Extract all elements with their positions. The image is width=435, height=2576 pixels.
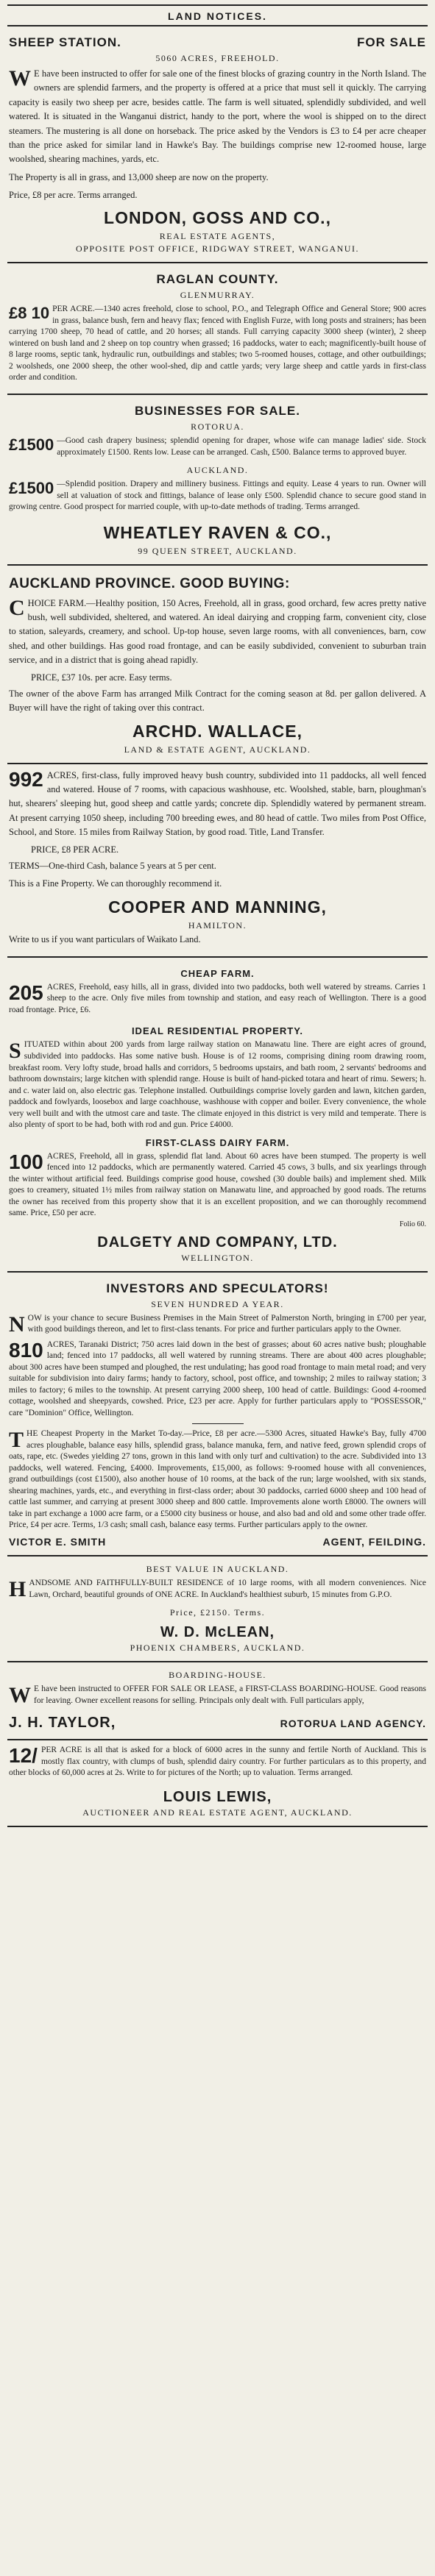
ad-body-text: PER ACRE.—1340 acres freehold, close to school, P.O., and Telegraph Office and General Store; 900 acres in grass, balance bush, fern and heavy flax; fenced with English Furze, with long posts and strainers; has been carrying 1700 sheep, 70 head of cattle, and 20 horses; all stands. Full carrying capacity 3000 sheep (winter), 2 sheep wintered on bush land and 2 sheep on top country when grassed; 16 paddocks, water to each; magnificently-built house of 8 large rooms, septic tank, hydraulic run, outbuildings and stables; two 5-roomed houses, cottage, and other outbuildings; 2 woolsheds, one 2000 sheep, the other wool-shed, dip and cattle yards; very large sheep and cattle yards in first-class order and condition. [9,305,426,383]
ad-body-text: ITUATED within about 200 yards from large railway station on Manawatu line. There are eight acres of ground, subdivided into paddocks. Has some native bush. House is of 12 rooms, comprising dining room drawing room, breakfast room. Very lofty stude, broad halls and corridors, 5 bedrooms upstairs, and bath room, 2 servants' bedrooms and bathroom downstairs; large kitchen with splendid range. House is built of hand-picked totara and heart of rimu. Sewers; h. and c. water laid on, also electric gas. Telephone installed. Outbuildings comprise lovely garden and lawn, kitchen garden, paddock and fowlyards, loosebox and large coachhouse, washhouse with copper and boiler. Every convenience, the whole very well built and with the utmost care and taste. The climate enjoyed in this district is very mild and temperate. There is also plenty of sport to be had, both with rod and gun. [9,1040,426,1130]
agent-town: HAMILTON. [188,919,247,931]
ad-body-text: PER ACRE is all that is asked for a block of 6000 acres in the sunny and fertile North of Auckland. This is mostly flax country, with clumps of bush, splendid dairy country. For further particulars as to this property, and other blocks of 60,000 acres at 2s. Write to for pictures of the North; up to valuation. Terms arranged. [9,1746,426,1778]
drop-cap: S [9,1039,21,1064]
drop-cap: W [9,1683,31,1708]
ad-subheading: GLENMURRAY. [180,290,255,301]
ad-body [9,435,426,458]
agent-subtitle: ROTORUA LAND AGENCY. [280,1718,426,1730]
ad-body-text: HE Cheapest Property in the Market To-day.—Price, £8 per acre.—5300 Acres, situated Hawke's Bay, fully 4700 acres ploughable, balance easy hills, splendid grass, balance manuka, fern, and native feed, grown splendid crops of oats, rape, etc. (Swedes yielding 27 tons, grown in this land with only turf and cultivation) to the acre. Subdivided into 13 paddocks, well watered. Fencing, £4000. Improvements, £15,000, as follows: 9-roomed house with all conveniences, grand outbuildings (cost £1500), also another house of 10 rooms, at the back of the run; large woolshed, with six stands, shearing machines, yards, etc., and everything in first-class order; about 30 paddocks, carried 6000 sheep and 100 head of cattle last summer, and carrying at present 3000 sheep and 800 cattle. Improvements alone worth £8000. The owners will take in part exchange a 1000 acre farm, or a £5000 city business or house, and also bad and old and some other trade offer. Price, £4 per acre. Terms, 1/3 cash; small cash, balance easy terms. Further particulars apply to the owner. [9,1429,426,1530]
ad-body-text: ACRES, Taranaki District; 750 acres laid down in the best of grasses; about 60 acres native bush; ploughable land; fenced into 17 paddocks, all well watered by running streams. There are about 400 acres ploughable; about 300 acres have been stumped and ploughed, the rest undulating; has good road frontage to main metal road; and very suitable for subdivision into dairy farms; handy to factory, school, post office, and township; 2 miles to railway station; 3 miles to factory; 6 miles to the township. At present carrying 2000 sheep, 100 head of cattle. Buildings: Good 4-roomed cottage, woolshed and sheepyards, cowshed. Price, £23 per acre. Apply for further particulars apply to "POSSESSOR," care "Dominion" Office, Wellington. [9,1339,426,1417]
ad-body-text: E have been instructed to OFFER FOR SALE OR LEASE, a FIRST-CLASS BOARDING-HOUSE. Good reasons for leaving. Owner excellent reasons for selling. Principals only dealt with. Full particulars apply, [34,1684,426,1705]
ad-sheep-station [7,26,428,263]
ad-body-text: HOICE FARM.—Healthy position, 150 Acres, Freehold, all in grass, good orchard, few acres pretty native bush, well subdivided, sheltered, and watered. An ideal dairying and cropping farm, convenient city, close to station, saleyards, creamery, and school. Up-top house, seven large rooms, with all conveniences, barn, cow shed, and other buildings. Has good road frontage, and can be easily subdivided, convenient to suburban train service, and in a district that is going ahead rapidly. [9,597,426,666]
agent-name: COOPER AND MANNING, [108,897,327,917]
agent-address: 99 QUEEN STREET, AUCKLAND. [138,545,297,556]
folio-number: Folio 60. [399,1220,426,1228]
agent-subtitle: REAL ESTATE AGENTS, [159,231,276,242]
acreage-drop: 100 [9,1150,43,1173]
ad-heading: RAGLAN COUNTY. [156,272,279,287]
ad-body-text: ACRES, Freehold, easy hills, all in grass, divided into two paddocks, both well watered by streams. Carries 1 sheep to the acre. Only five miles from township and station, and easy reach of Wellington. There is a good road frontage. Price, £6. [9,982,426,1014]
drop-cap: W [9,66,31,90]
ad-body [9,1684,426,1707]
ad-body-text: ACRES, Freehold, all in grass, splendid flat land. About 60 acres have been stumped. The property is well fenced into 12 paddocks, which are permanently watered. Carried 45 cows, 3 bulls, and six yearlings through the winter without artificial feed. Buildings comprise good house, cowshed (30 double bails) and implement shed. Milk goes to creamery, situated 1½ miles from railway station on Manawatu line, and approached by good roads. The returns the owner has received from this property show that it is an excellent proposition, and we can thoroughly recommend same. [9,1151,426,1218]
ad-terms: TERMS—One-third Cash, balance 5 years at 5 per cent. [9,860,216,871]
agent-town: AGENT, FEILDING. [322,1535,426,1548]
ad-body-text: —Good cash drapery business; splendid opening for draper, whose wife can manage ladies' side. Stock approximately £1500. Rents low. Lease can be arranged. Cash, £500. Balance terms to approved buyer. [57,435,426,457]
drop-cap: H [9,1576,26,1601]
divider [192,1423,244,1424]
ad-body [9,67,426,167]
ad-body [9,1578,426,1601]
ad-auckland-province [7,566,428,764]
ad-subheading: SEVEN HUNDRED A YEAR. [151,1298,284,1309]
ad-location: AUCKLAND. [186,465,249,476]
agent-name: ARCHD. WALLACE, [132,721,303,741]
ad-body [9,304,426,384]
ad-body [9,1745,426,1779]
ad-price: Price, £8 per acre. Terms arranged. [9,190,138,200]
ad-body [9,597,426,668]
ad-body [9,1039,426,1131]
ad-body-text: E have been instructed to offer for sale one of the finest blocks of grazing country in the North Island. The owners are splendid farmers, and the property is offered at a price that must sell it quickly. The carrying capacity is easily two sheep per acre, besides cattle. The farm is well situated, splendidly subdivided, and well watered. It is situated in the Wanganui district, handy to the port, where the wool is shipped on to the direct steamers. The mustering is all done on horseback. The price asked by the Vendors is £3 to £4 per acre cheaper than the price asked for similar land in Hawke's Bay. The buildings comprise new 12-roomed house, large woolshed, shearing machines, yards, etc. [9,68,426,165]
section-heading: CHEAP FARM. [180,967,255,979]
agent-name: VICTOR E. SMITH [9,1535,107,1548]
ad-heading: BUSINESSES FOR SALE. [135,403,300,418]
agent-address: PHOENIX CHAMBERS, AUCKLAND. [130,1643,305,1654]
ad-dalgety [7,958,428,1273]
section-heading: FIRST-CLASS DAIRY FARM. [145,1136,290,1148]
ad-body [9,982,426,1017]
agent-row [9,1536,426,1548]
ad-price: PRICE, £8 PER ACRE. [31,844,119,855]
ad-line: The Property is all in grass, and 13,000 sheep are now on the property. [9,171,269,182]
agent-subtitle: LAND & ESTATE AGENT, AUCKLAND. [124,744,311,755]
ad-subheading: BOARDING-HOUSE. [169,1670,266,1681]
drop-cap: C [9,595,25,620]
agent-subtitle: AUCTIONEER AND REAL ESTATE AGENT, AUCKLAND. [82,1807,353,1818]
ad-line: This is a Fine Property. We can thoroughly recommend it. [9,878,222,889]
ad-businesses [7,395,428,566]
land-notices-page [7,4,428,2564]
agent-name: W. D. McLEAN, [160,1624,275,1641]
ad-body [9,1428,426,1531]
drop-cap: T [9,1428,24,1453]
agent-name: LONDON, GOSS AND CO., [104,208,331,228]
ad-mclean [7,1556,428,1662]
agent-address: OPPOSITE POST OFFICE, RIDGWAY STREET, WANGANUI. [76,243,359,255]
agent-name: WHEATLEY RAVEN & CO., [103,522,332,542]
agent-row [9,1715,426,1732]
ad-body-text: ANDSOME AND FAITHFULLY-BUILT RESIDENCE of 10 large rooms, with all modern conveniences. Nice Lawn, Orchard, beautiful grounds of ONE ACRE. In Auckland's healthiest suburb, 15 minutes from G.P.O. [29,1578,426,1599]
ad-footer: Write to us if you want particulars of Waikato Land. [9,933,201,944]
acreage-drop: 992 [9,767,43,791]
ad-body [9,769,426,840]
ad-heading-right: FOR SALE [357,35,426,49]
masthead: LAND NOTICES. [7,4,428,26]
ad-body-text: —Splendid position. Drapery and millinery business. Fittings and equity. Lease 4 years to run. Owner will sell at valuation of stock and fittings, balance of lease only £500. Splendid chance to secure good stand in growing centre. Good prospect for married couple, with up-to-date methods of trading. Terms arranged. [9,480,426,512]
ad-body [9,479,426,513]
ad-body [9,1339,426,1420]
ad-subheading: BEST VALUE IN AUCKLAND. [146,1563,289,1574]
ad-heading: AUCKLAND PROVINCE. GOOD BUYING: [9,575,290,591]
price-drop: £1500 [9,479,54,498]
ad-body-text: ACRES, first-class, fully improved heavy bush country, subdivided into 11 paddocks, all well fenced and watered. House of 7 rooms, with capacious washhouse, etc. Woolshed, stable, barn, ploughman's hut, shearers' sleeping hut, good sheep and cattle yards; concrete dip. Splendidly watered by permanent stream. At present carrying 1050 sheep, including 700 breeding ewes, and 80 head of cattle. Two miles from Post Office, School, and Store. 15 miles from Railway Station, by good road. Title, Land Transfer. [9,769,426,838]
ad-subheading: 5060 ACRES, FREEHOLD. [155,53,280,63]
ad-heading-left: SHEEP STATION. [9,35,121,49]
ad-heading-row [9,35,426,50]
ad-lewis [7,1740,428,1827]
drop-cap: N [9,1312,25,1337]
agent-town: WELLINGTON. [181,1252,254,1263]
price-drop: £1500 [9,435,54,454]
acreage-drop: 810 [9,1338,43,1362]
ad-price: PRICE, £37 10s. per acre. Easy terms. [31,672,172,683]
ad-taylor [7,1662,428,1740]
ad-price: Price, £2150. Terms. [169,1607,266,1618]
ad-location: ROTORUA. [191,421,244,432]
acreage-drop: 205 [9,981,43,1004]
ad-price: Price, £50 per acre. [30,1209,96,1218]
ad-raglan-county [7,263,428,395]
section-heading: IDEAL RESIDENTIAL PROPERTY. [131,1025,304,1037]
ad-body-text: OW is your chance to secure Business Premises in the Main Street of Palmerston North, bringing in £700 per year, with good buildings thereon, and let to first-class tenants. For price and further particulars apply to the Owner. [27,1313,426,1334]
ad-body: The owner of the above Farm has arranged Milk Contract for the coming season at 8d. per gallon delivered. A Buyer will have the right of taking over this contract. [9,688,426,714]
agent-name: LOUIS LEWIS, [163,1788,272,1805]
price-drop: 12/ [9,1744,38,1768]
agent-name: J. H. TAYLOR, [9,1715,116,1732]
ad-cooper-manning [7,764,428,958]
price-drop: £8 10 [9,304,50,323]
ad-investors [7,1273,428,1556]
ad-body [9,1313,426,1336]
agent-name: DALGETY AND COMPANY, LTD. [97,1234,338,1250]
ad-heading: INVESTORS AND SPECULATORS! [106,1281,329,1295]
ad-body [9,1151,426,1220]
ad-price: Price £4000. [190,1120,233,1130]
